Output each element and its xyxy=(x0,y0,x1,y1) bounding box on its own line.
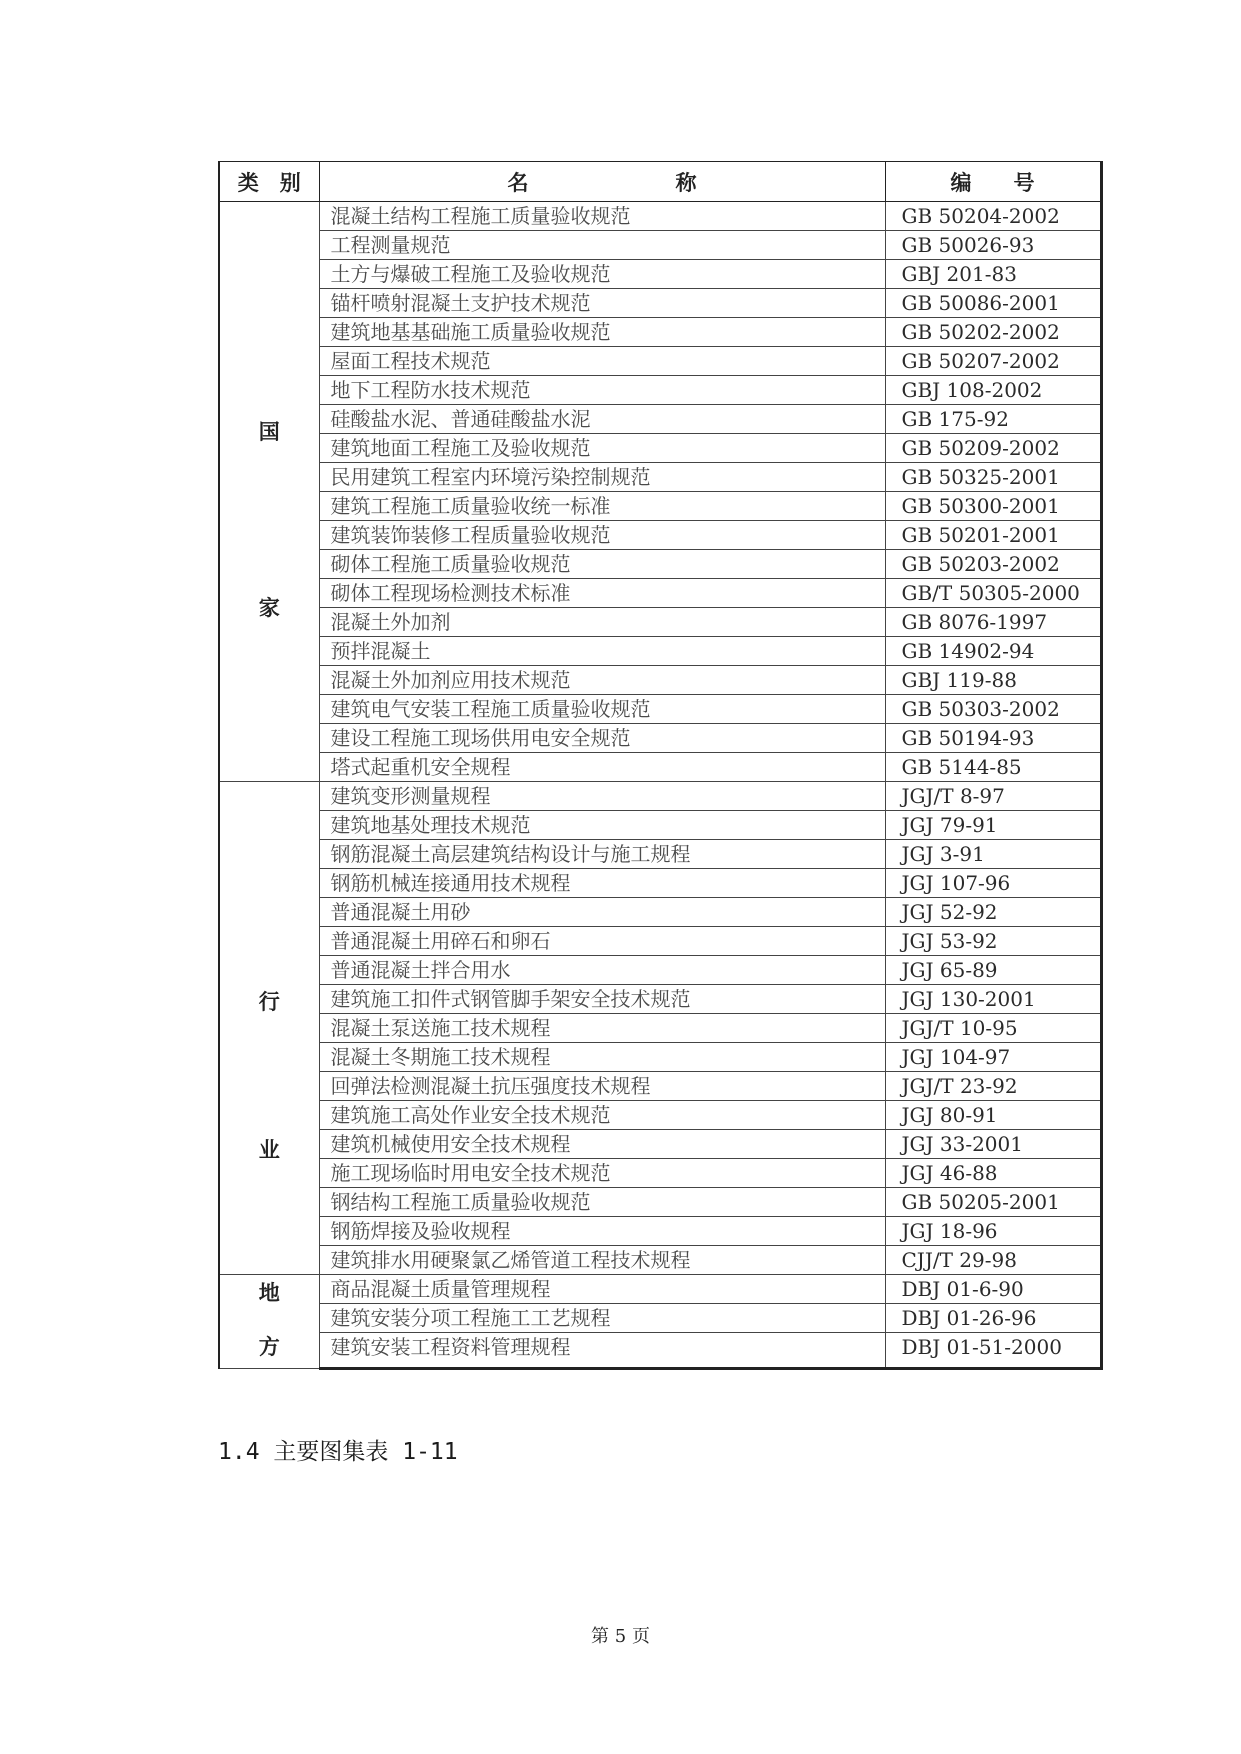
standard-name: 混凝土外加剂应用技术规范 xyxy=(319,666,885,695)
standard-code: JGJ 18-96 xyxy=(885,1217,1101,1246)
standard-name: 建筑排水用硬聚氯乙烯管道工程技术规程 xyxy=(319,1246,885,1275)
table-row xyxy=(219,492,1101,521)
standard-name: 钢结构工程施工质量验收规范 xyxy=(319,1188,885,1217)
standard-code: DBJ 01-6-90 xyxy=(885,1275,1101,1304)
header-name: 名 称 xyxy=(319,162,885,202)
table-row xyxy=(219,1275,1101,1304)
table-row xyxy=(219,782,1101,811)
standard-name: 建筑变形测量规程 xyxy=(319,782,885,811)
standard-name: 建筑电气安装工程施工质量验收规范 xyxy=(319,695,885,724)
section-heading: 1.4 主要图集表 1-11 xyxy=(218,1439,458,1465)
standard-name: 普通混凝土拌合用水 xyxy=(319,956,885,985)
standard-name: 锚杆喷射混凝土支护技术规范 xyxy=(319,289,885,318)
table-row xyxy=(219,1072,1101,1101)
category-char: 家 xyxy=(258,595,280,620)
standard-name: 预拌混凝土 xyxy=(319,637,885,666)
standard-name: 混凝土冬期施工技术规程 xyxy=(319,1043,885,1072)
category-char: 业 xyxy=(258,1137,280,1162)
table-row xyxy=(219,927,1101,956)
table-row xyxy=(219,434,1101,463)
standard-name: 建筑安装分项工程施工工艺规程 xyxy=(319,1304,885,1333)
table-row xyxy=(219,260,1101,289)
standard-name: 地下工程防水技术规范 xyxy=(319,376,885,405)
standards-table xyxy=(218,161,1103,1370)
standard-name: 建筑施工扣件式钢管脚手架安全技术规范 xyxy=(319,985,885,1014)
table-row xyxy=(219,202,1101,231)
standard-code: CJJ/T 29-98 xyxy=(885,1246,1101,1275)
table-row xyxy=(219,1246,1101,1275)
standard-code: GB 50194-93 xyxy=(885,724,1101,753)
standard-code: GB 50026-93 xyxy=(885,231,1101,260)
standard-code: GB 50209-2002 xyxy=(885,434,1101,463)
standard-name: 土方与爆破工程施工及验收规范 xyxy=(319,260,885,289)
table-row xyxy=(219,724,1101,753)
category-char: 行 xyxy=(258,989,280,1014)
standard-code: GB 14902-94 xyxy=(885,637,1101,666)
table-row xyxy=(219,811,1101,840)
table-row xyxy=(219,753,1101,782)
category-cell xyxy=(219,202,319,782)
table-row xyxy=(219,1188,1101,1217)
standard-name: 钢筋混凝土高层建筑结构设计与施工规程 xyxy=(319,840,885,869)
table-row xyxy=(219,666,1101,695)
standard-code: GB 50202-2002 xyxy=(885,318,1101,347)
standard-name: 普通混凝土用碎石和卵石 xyxy=(319,927,885,956)
standard-code: JGJ 52-92 xyxy=(885,898,1101,927)
header-code: 编 号 xyxy=(885,162,1101,202)
standard-code: JGJ 46-88 xyxy=(885,1159,1101,1188)
standard-code: JGJ 65-89 xyxy=(885,956,1101,985)
standard-code: GB 50207-2002 xyxy=(885,347,1101,376)
table-row xyxy=(219,1217,1101,1246)
standard-code: GB 50300-2001 xyxy=(885,492,1101,521)
standard-code: GB 50205-2001 xyxy=(885,1188,1101,1217)
standard-code: GB 8076-1997 xyxy=(885,608,1101,637)
table-row xyxy=(219,318,1101,347)
table-row xyxy=(219,608,1101,637)
standard-code: GB 50201-2001 xyxy=(885,521,1101,550)
table-row xyxy=(219,898,1101,927)
standard-code: GB 50325-2001 xyxy=(885,463,1101,492)
table-header-row xyxy=(219,162,1101,202)
standard-code: JGJ 79-91 xyxy=(885,811,1101,840)
standard-code: GB 175-92 xyxy=(885,405,1101,434)
table-row xyxy=(219,550,1101,579)
category-char: 国 xyxy=(258,419,280,444)
standard-code: GB 50303-2002 xyxy=(885,695,1101,724)
standard-code: JGJ 107-96 xyxy=(885,869,1101,898)
standard-code: GBJ 201-83 xyxy=(885,260,1101,289)
standard-name: 建筑安装工程资料管理规程 xyxy=(319,1333,885,1369)
standard-code: JGJ/T 10-95 xyxy=(885,1014,1101,1043)
standard-name: 商品混凝土质量管理规程 xyxy=(319,1275,885,1304)
standard-name: 混凝土结构工程施工质量验收规范 xyxy=(319,202,885,231)
category-cell xyxy=(219,1275,319,1369)
table-row xyxy=(219,463,1101,492)
table-row xyxy=(219,1304,1101,1333)
table-row xyxy=(219,521,1101,550)
table-row xyxy=(219,1130,1101,1159)
standard-code: GB 50204-2002 xyxy=(885,202,1101,231)
table-row xyxy=(219,1333,1101,1369)
table-row xyxy=(219,347,1101,376)
table-row xyxy=(219,956,1101,985)
standard-name: 屋面工程技术规范 xyxy=(319,347,885,376)
category-char: 地 xyxy=(258,1280,280,1305)
table-row xyxy=(219,869,1101,898)
standard-name: 钢筋机械连接通用技术规程 xyxy=(319,869,885,898)
standard-name: 建设工程施工现场供用电安全规范 xyxy=(319,724,885,753)
standard-code: JGJ 130-2001 xyxy=(885,985,1101,1014)
standard-name: 建筑地面工程施工及验收规范 xyxy=(319,434,885,463)
standard-name: 砌体工程现场检测技术标准 xyxy=(319,579,885,608)
table-row xyxy=(219,1014,1101,1043)
standard-code: GBJ 108-2002 xyxy=(885,376,1101,405)
page-number: 第 5 页 xyxy=(591,1626,650,1647)
standard-code: GB 5144-85 xyxy=(885,753,1101,782)
standard-code: DBJ 01-26-96 xyxy=(885,1304,1101,1333)
standard-name: 建筑地基基础施工质量验收规范 xyxy=(319,318,885,347)
standard-name: 工程测量规范 xyxy=(319,231,885,260)
table-row xyxy=(219,1159,1101,1188)
category-char: 方 xyxy=(258,1334,280,1359)
standard-name: 建筑工程施工质量验收统一标准 xyxy=(319,492,885,521)
standard-name: 施工现场临时用电安全技术规范 xyxy=(319,1159,885,1188)
table-row xyxy=(219,231,1101,260)
table-row xyxy=(219,405,1101,434)
standard-code: GB/T 50305-2000 xyxy=(885,579,1101,608)
standard-code: GBJ 119-88 xyxy=(885,666,1101,695)
standard-name: 钢筋焊接及验收规程 xyxy=(319,1217,885,1246)
table-row xyxy=(219,1043,1101,1072)
standard-name: 回弹法检测混凝土抗压强度技术规程 xyxy=(319,1072,885,1101)
standard-code: JGJ 53-92 xyxy=(885,927,1101,956)
standard-code: JGJ 80-91 xyxy=(885,1101,1101,1130)
standard-name: 混凝土泵送施工技术规程 xyxy=(319,1014,885,1043)
standard-code: JGJ 33-2001 xyxy=(885,1130,1101,1159)
table-row xyxy=(219,1101,1101,1130)
standard-name: 民用建筑工程室内环境污染控制规范 xyxy=(319,463,885,492)
table-row xyxy=(219,985,1101,1014)
standard-code: GB 50086-2001 xyxy=(885,289,1101,318)
table-row xyxy=(219,376,1101,405)
standard-name: 硅酸盐水泥、普通硅酸盐水泥 xyxy=(319,405,885,434)
standard-name: 砌体工程施工质量验收规范 xyxy=(319,550,885,579)
standard-code: JGJ 3-91 xyxy=(885,840,1101,869)
table-row xyxy=(219,637,1101,666)
standard-name: 建筑机械使用安全技术规程 xyxy=(319,1130,885,1159)
standard-code: JGJ/T 23-92 xyxy=(885,1072,1101,1101)
table-row xyxy=(219,579,1101,608)
table-row xyxy=(219,695,1101,724)
standard-name: 普通混凝土用砂 xyxy=(319,898,885,927)
table-row xyxy=(219,840,1101,869)
standard-name: 建筑施工高处作业安全技术规范 xyxy=(319,1101,885,1130)
standard-code: JGJ/T 8-97 xyxy=(885,782,1101,811)
standard-code: JGJ 104-97 xyxy=(885,1043,1101,1072)
standard-code: GB 50203-2002 xyxy=(885,550,1101,579)
standard-name: 建筑装饰装修工程质量验收规范 xyxy=(319,521,885,550)
category-cell xyxy=(219,782,319,1275)
standard-code: DBJ 01-51-2000 xyxy=(885,1333,1101,1369)
header-category: 类 别 xyxy=(219,162,319,202)
standard-name: 塔式起重机安全规程 xyxy=(319,753,885,782)
table-row xyxy=(219,289,1101,318)
standard-name: 混凝土外加剂 xyxy=(319,608,885,637)
standard-name: 建筑地基处理技术规范 xyxy=(319,811,885,840)
table-body xyxy=(219,202,1101,1369)
